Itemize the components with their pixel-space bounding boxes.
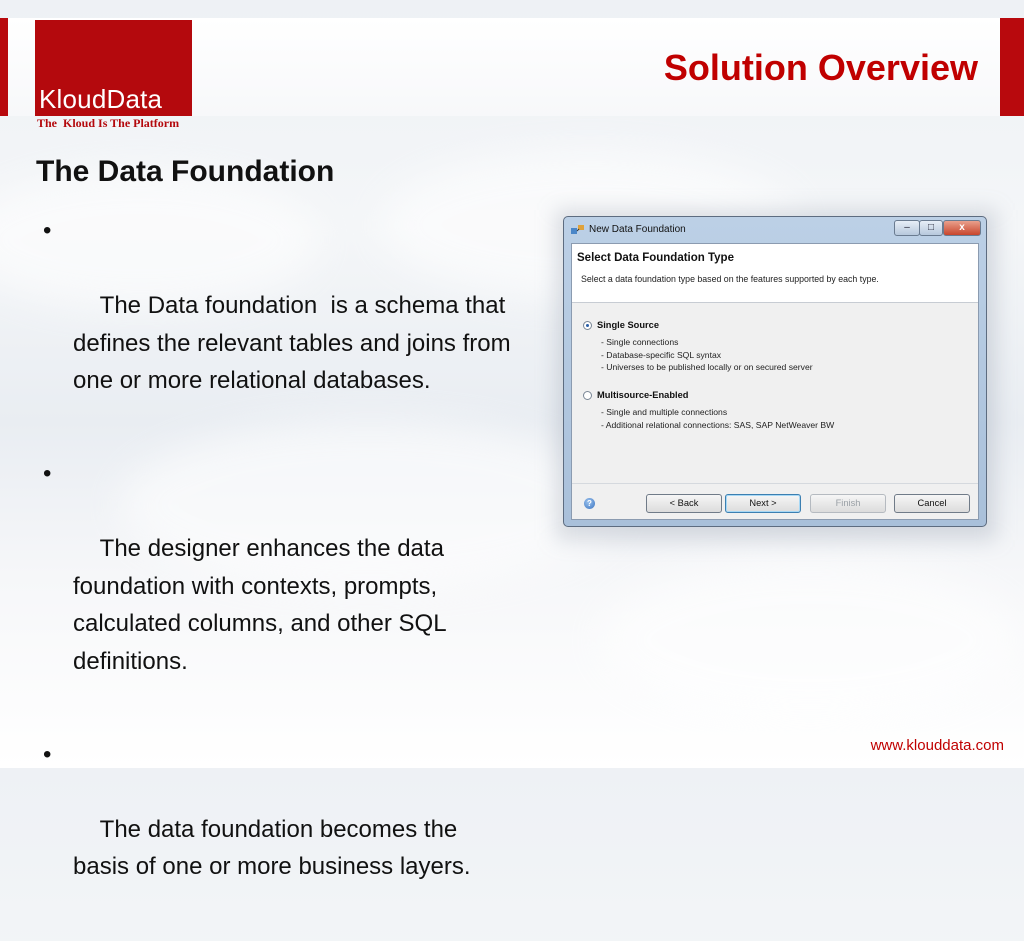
dialog-title: New Data Foundation bbox=[589, 224, 686, 235]
bullet-list bbox=[36, 212, 516, 941]
right-accent-stripe bbox=[1000, 18, 1024, 116]
background-cloud bbox=[600, 560, 1020, 720]
multisource-label[interactable]: Multisource-Enabled bbox=[597, 390, 689, 400]
dialog-heading: Select Data Foundation Type bbox=[577, 252, 734, 264]
multisource-radio[interactable] bbox=[583, 391, 592, 400]
single-source-label[interactable]: Single Source bbox=[597, 320, 659, 330]
close-button[interactable]: x bbox=[943, 220, 981, 236]
data-foundation-app-icon bbox=[571, 224, 585, 236]
maximize-button[interactable]: □ bbox=[919, 220, 943, 236]
multisource-details: - Single and multiple connections - Additional relational connections: SAS, SAP NetWeaver BW bbox=[601, 407, 835, 430]
single-source-details: - Single connections - Database-specific SQL syntax - Universes to be published locally or on secured server bbox=[601, 337, 813, 372]
dialog-description: Select a data foundation type based on the features supported by each type. bbox=[581, 274, 879, 284]
logo-tagline: The Kloud Is The Platform bbox=[37, 116, 180, 130]
logo-name: KloudData bbox=[39, 84, 163, 114]
dialog-header bbox=[572, 244, 978, 303]
new-data-foundation-dialog bbox=[563, 216, 987, 527]
bullet-glyph: • bbox=[43, 740, 52, 768]
bullet-text: The Data foundation is a schema that defines the relevant tables and joins from one or more relational databases. bbox=[73, 292, 518, 394]
dialog-body bbox=[571, 243, 979, 520]
help-icon[interactable]: ? bbox=[584, 498, 595, 509]
next-button[interactable]: Next > bbox=[725, 494, 801, 513]
dialog-footer bbox=[572, 484, 978, 519]
back-button[interactable]: < Back bbox=[646, 494, 722, 513]
finish-button[interactable]: Finish bbox=[810, 494, 886, 513]
bullet-text: The data foundation becomes the basis of one or more business layers. bbox=[73, 815, 471, 880]
dialog-options-panel bbox=[572, 303, 978, 484]
dialog-titlebar bbox=[564, 217, 986, 243]
bullet-item bbox=[36, 212, 516, 437]
slide-title: Solution Overview bbox=[663, 47, 978, 88]
bullet-item bbox=[36, 736, 516, 924]
bullet-text: The designer enhances the data foundation with contexts, prompts, calculated columns, and other SQL definitions. bbox=[73, 535, 453, 675]
cancel-button[interactable]: Cancel bbox=[894, 494, 970, 513]
bullet-glyph: • bbox=[43, 460, 52, 487]
left-accent-stripe bbox=[0, 18, 8, 116]
bullet-glyph: • bbox=[43, 217, 52, 244]
section-heading: The Data Foundation bbox=[36, 155, 335, 188]
minimize-button[interactable]: – bbox=[894, 220, 920, 236]
bullet-item bbox=[36, 455, 516, 718]
single-source-radio[interactable] bbox=[583, 321, 592, 330]
website-link[interactable]: www.klouddata.com bbox=[870, 737, 1004, 754]
